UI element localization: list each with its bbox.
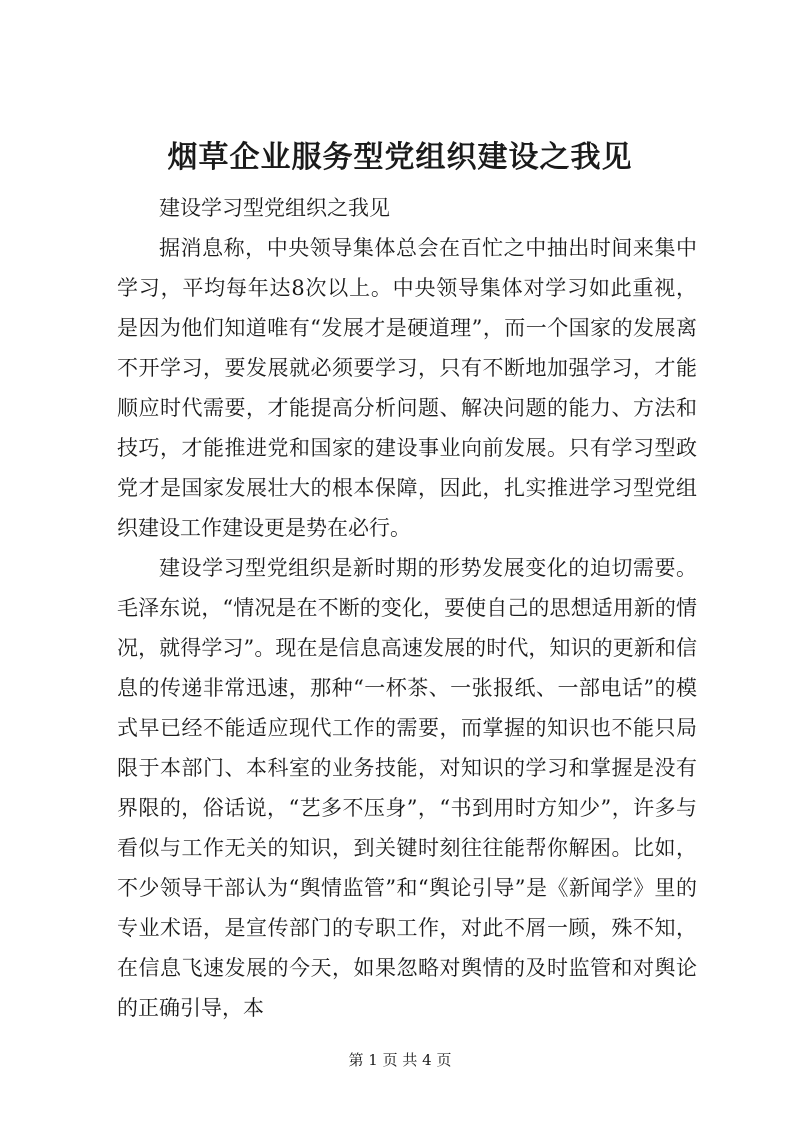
subtitle-paragraph: 建设学习型党组织之我见 [159, 196, 390, 220]
body-paragraph: 建设学习型党组织是新时期的形势发展变化的迫切需要。毛泽东说，“情况是在不断的变化，要使自己的思想适用新的情况，就得学习”。现在是信息高速发展的时代，知识的更新和信息的传递非常迅速，那种“一杯茶、一张报纸、一部电话”的模式早已经不能适应现代工作的需要，而掌握的知识也不能只局限于本部门、本科室的业务技能，对知识的学习和掌握是没有界限的，俗话说，“艺多不压身”，“书到用时方知少”，许多与看似与工作无关的知识，到关键时刻往往能帮你解困。比如，不少领导干部认为“舆情监管”和“舆论引导”是《新闻学》里的专业术语，是宣传部门的专职工作，对此不屑一顾，殊不知，在信息飞速发展的今天，如果忽略对舆情的及时监管和对舆论的正确引导，本 [117, 556, 697, 1020]
page-number-footer: 第 1 页 共 4 页 [348, 1051, 452, 1069]
document-body [117, 188, 697, 1028]
body-paragraph: 据消息称，中央领导集体总会在百忙之中抽出时间来集中学习，平均每年达8次以上。中央领导集体对学习如此重视，是因为他们知道唯有“发展才是硬道理”，而一个国家的发展离不开学习，要发展就必须要学习，只有不断地加强学习，才能顺应时代需要，才能提高分析问题、解决问题的能力、方法和技巧，才能推进党和国家的建设事业向前发展。只有学习型政党才是国家发展壮大的根本保障，因此，扎实推进学习型党组织建设工作建设更是势在必行。 [117, 236, 697, 540]
document-title: 烟草企业服务型党组织建设之我见 [167, 140, 633, 175]
